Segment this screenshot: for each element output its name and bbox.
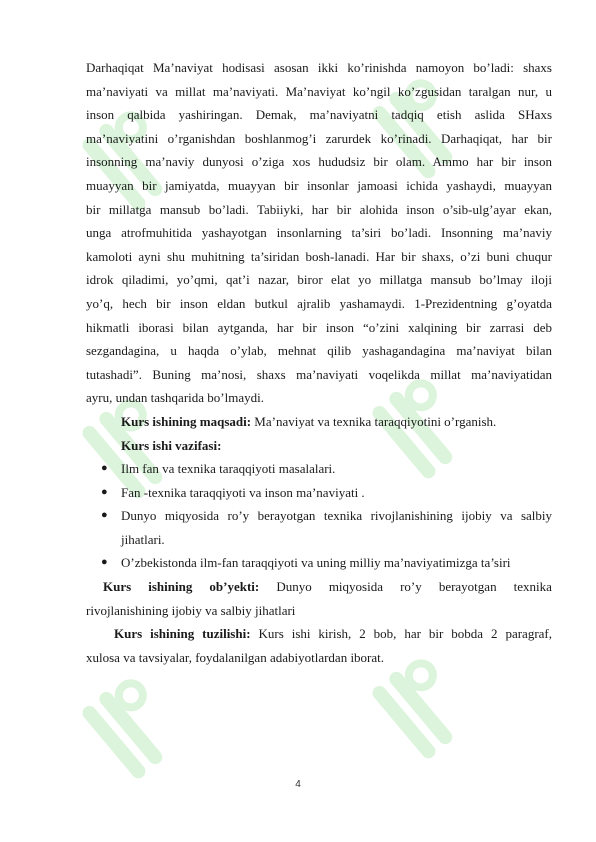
text-line: inson qalbida yashiringan. Demak, ma’naviyatni tadqiq etish aslida SHaxs <box>86 107 552 123</box>
course-object-word: texnika <box>513 579 552 595</box>
task-text: Fan -texnika taraqqiyoti va inson ma’naviyati . <box>121 484 365 500</box>
list-item <box>86 551 552 575</box>
text-line: yo’q, hech bir inson eldan butkul ajralib yashamaydi. 1-Prezidentning g’oyatda <box>86 295 552 311</box>
course-object-word: berayotgan <box>438 579 497 595</box>
text-line: muayyan bir jamiyatda, muayyan bir insonlar jamoasi ichida yashaydi, muayyan <box>86 177 552 193</box>
text-line: ma’naviyati va millat ma’naviyati. Ma’naviyat ko’ngil ko’zgusidan taralgan nur, u <box>86 83 552 99</box>
course-structure-label: Kurs ishining tuzilishi: <box>114 626 251 642</box>
page-body <box>86 56 552 669</box>
text-line <box>114 622 552 646</box>
bullet-icon: ● <box>101 485 108 498</box>
text-line: tutashadi”. Buning ma’nosi, shaxs ma’naviyati voqelikda millat ma’naviyatidan <box>86 366 552 382</box>
course-object-line <box>86 575 552 599</box>
task-text: O’zbekistonda ilm-fan taraqqiyoti va uning milliy ma’naviyatimizga ta’siri <box>121 555 511 571</box>
text-line: hikmatli iborasi bilan aytganda, har bir inson “o’zini xalqining bir zarrasi deb <box>86 319 552 335</box>
text-line: idrok qiladimi, yo’qmi, qat’i nazar, biror elat yo millatga mansub bo’lmay iloji <box>86 272 552 288</box>
course-tasks-heading <box>86 434 552 458</box>
course-goal-text: Ma’naviyat va texnika taraqqiyotini o’rganish. <box>251 413 497 429</box>
course-tasks-label: Kurs ishi vazifasi: <box>121 437 222 453</box>
course-object-label-word: Kurs <box>103 579 132 595</box>
text-line: ayru, undan tashqarida bo’lmaydi. <box>86 390 264 406</box>
list-item <box>86 481 552 505</box>
course-tasks-list <box>86 457 552 575</box>
task-text: Ilm fan va texnika taraqqiyoti masalalari. <box>121 461 336 477</box>
list-item <box>86 457 552 481</box>
text-line: bir millatga mansub bo’ladi. Tabiiyki, har bir alohida inson o’sib-ulg’ayar ekan, <box>86 201 552 217</box>
course-structure-continuation: xulosa va tavsiyalar, foydalanilgan adabiyotlardan iborat. <box>86 649 385 665</box>
list-item <box>86 504 552 551</box>
text-line: sezgandagina, u haqda o’ylab, mehnat qilib yashagandagina ma’naviyat bilan <box>86 343 552 359</box>
course-object-continuation: rivojlanishining ijobiy va salbiy jihatlari <box>86 602 296 618</box>
intro-paragraph <box>86 56 552 410</box>
course-structure <box>86 622 552 646</box>
bullet-icon: ● <box>101 556 108 569</box>
bullet-icon: ● <box>101 509 108 522</box>
course-object-word: miqyosida <box>328 579 383 595</box>
course-object-word: ro’y <box>400 579 422 595</box>
text-line: Darhaqiqat Ma’naviyat hodisasi asosan ikki ko’rinishda namoyon bo’ladi: shaxs <box>86 60 552 75</box>
course-object-word: Dunyo <box>276 579 312 595</box>
text-line: unga atrofmuhitida yashayotgan insonlarning ta’siri bo’ladi. Insonning ma’naviy <box>86 225 552 241</box>
text-line: insonning ma’naviy dunyosi o’ziga xos hududsiz bir olam. Ammo har bir inson <box>86 154 552 170</box>
course-goal <box>86 410 552 434</box>
course-object-label-word: ob’yekti: <box>209 579 260 595</box>
text-line: kamoloti ayni shu muhitning ta’siridan bosh-lanadi. Har bir shaxs, o’zi buni chuqur <box>86 248 552 264</box>
task-text: Dunyo miqyosida ro’y berayotgan texnika rivojlanishining ijobiy va salbiy jihatlari. <box>121 508 552 547</box>
course-goal-label: Kurs ishining maqsadi: <box>121 413 252 429</box>
text-line: ma’naviyatini o’rganishdan boshlanmog’i zarurdek ko’rinadi. Darhaqiqat, har bir <box>86 130 552 146</box>
course-object-label-word: ishining <box>148 579 193 595</box>
bullet-icon: ● <box>101 462 108 475</box>
page-number: 4 <box>295 779 301 790</box>
course-structure-text: Kurs ishi kirish, 2 bob, har bir bobda 2 paragraf, <box>250 626 553 642</box>
